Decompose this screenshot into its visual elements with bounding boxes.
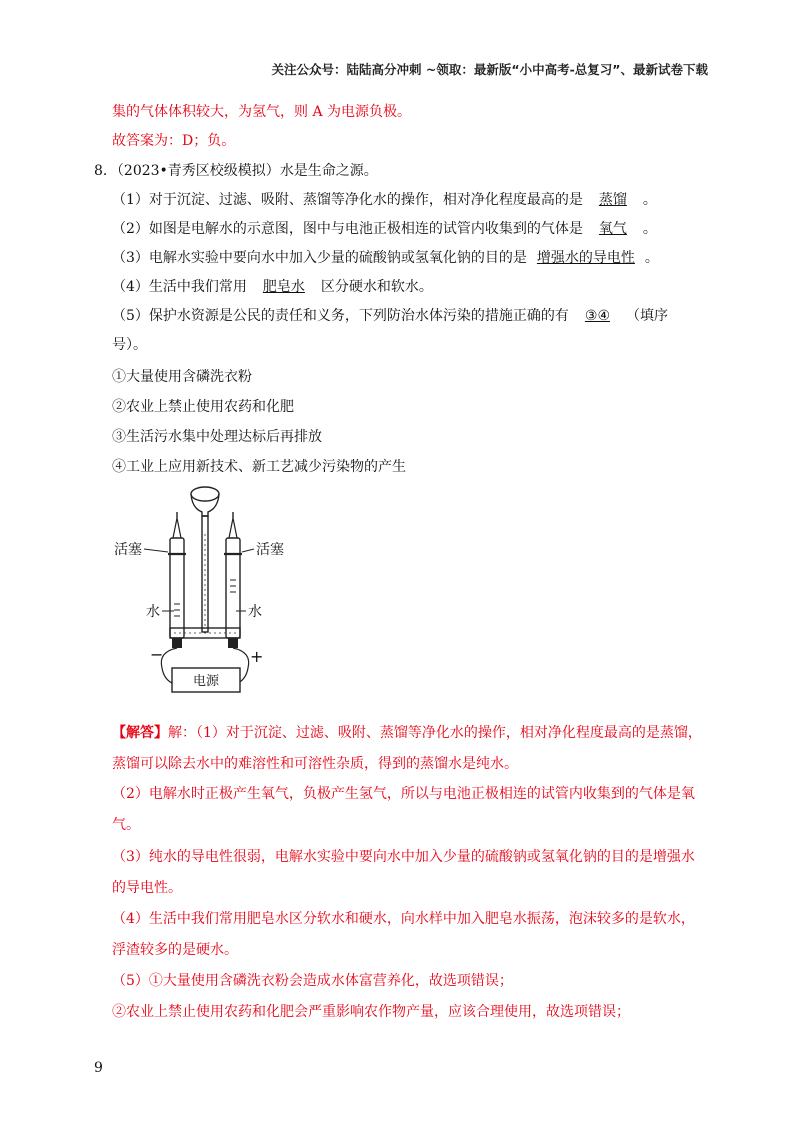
solution-line-2: 蒸馏可以除去水中的难溶性和可溶性杂质，得到的蒸馏水是纯水。 (112, 756, 518, 772)
minus-label: − (150, 645, 164, 664)
sub-question-4-text: （4）生活中我们常用 (112, 279, 247, 295)
funnel-top (191, 487, 219, 501)
answer-4: 肥皂水 (262, 279, 305, 295)
left-electrode (172, 638, 182, 648)
sub-question-2-tail: 。 (642, 221, 657, 237)
solution-text-1: 解：（1）对于沉淀、过滤、吸附、蒸馏等净化水的操作，相对净化程度最高的是蒸馏， (168, 725, 702, 741)
solution-line-7: （4）生活中我们常用肥皂水区分软水和硬水，向水样中加入肥皂水振荡，泡沫较多的是软水， (112, 911, 695, 927)
prev-answer-line-1: 集的气体体积较大，为氢气，则 A 为电源负极。 (112, 104, 412, 120)
sub-question-5-text: （5）保护水资源是公民的责任和义务，下列防治水体污染的措施正确的有 (112, 308, 569, 324)
sub-question-4-tail: 区分硬水和软水。 (320, 279, 433, 295)
sub-question-3-text: （3）电解水实验中要向水中加入少量的硫酸钠或氢氧化钠的目的是 (112, 250, 527, 266)
question-source: （2023•青秀区校级模拟） (116, 163, 280, 179)
right-water-label: 水 (248, 604, 262, 620)
plus-label: + (250, 647, 264, 666)
sub-question-5-tail: （填序 (626, 308, 669, 324)
left-valve-label: 活塞 (114, 542, 142, 558)
page-number: 9 (94, 1060, 103, 1076)
solution-line-8: 浮渣较多的是硬水。 (112, 942, 238, 958)
sub-question-5-tail-2: 号）。 (112, 337, 147, 353)
answer-2: 氧气 (598, 221, 627, 237)
answer-5: ③④ (584, 308, 611, 324)
sub-question-1 (112, 189, 657, 209)
left-water-label: 水 (146, 604, 160, 620)
solution-tag: 【解答】 (112, 725, 168, 741)
option-2: ②农业上禁止使用农药和化肥 (112, 399, 294, 415)
prev-answer-line-2: 故答案为：D；负。 (112, 133, 236, 149)
option-3: ③生活污水集中处理达标后再排放 (112, 429, 322, 445)
sub-question-1-tail: 。 (642, 192, 657, 208)
sub-question-2-text: （2）如图是电解水的示意图，图中与电池正极相连的试管内收集到的气体是 (112, 221, 583, 237)
solution-line-5: （3）纯水的导电性很弱，电解水实验中要向水中加入少量的硫酸钠或氢氧化钠的目的是增强水 (112, 849, 695, 865)
solution-line-6: 的导电性。 (112, 880, 182, 896)
answer-3: 增强水的导电性 (536, 250, 635, 266)
sub-question-1-text: （1）对于沉淀、过滤、吸附、蒸馏等净化水的操作，相对净化程度最高的是 (112, 192, 583, 208)
solution-line-4: 气。 (112, 817, 140, 833)
sub-question-3-tail: 。 (644, 250, 659, 266)
electrolysis-diagram (110, 478, 300, 700)
solution-line-1 (112, 722, 702, 742)
answer-1: 蒸馏 (598, 192, 627, 208)
question-number: 8． (94, 163, 117, 179)
question-stem: 水是生命之源。 (279, 163, 378, 179)
right-electrode (228, 638, 238, 648)
solution-line-10: ②农业上禁止使用农药和化肥会严重影响农作物产量，应该合理使用，故选项错误； (112, 1004, 630, 1020)
sub-question-3 (112, 247, 659, 267)
solution-line-9: （5）①大量使用含磷洗衣粉会造成水体富营养化，故选项错误； (112, 973, 513, 989)
sub-question-4 (112, 276, 433, 296)
page-header: 关注公众号：陆陆高分冲刺 ~领取：最新版“小中高考-总复习”、最新试卷下载 (271, 62, 708, 77)
option-1: ①大量使用含磷洗衣粉 (112, 369, 252, 385)
right-valve-label: 活塞 (256, 542, 284, 558)
sub-question-2 (112, 218, 657, 238)
power-label: 电源 (192, 674, 220, 689)
question-header (94, 160, 378, 180)
funnel-bowl (191, 494, 219, 516)
option-4: ④工业上应用新技术、新工艺减少污染物的产生 (112, 459, 406, 475)
solution-line-3: （2）电解水时正极产生氧气，负极产生氢气，所以与电池正极相连的试管内收集到的气体是氧 (112, 786, 695, 802)
sub-question-5 (112, 305, 668, 325)
